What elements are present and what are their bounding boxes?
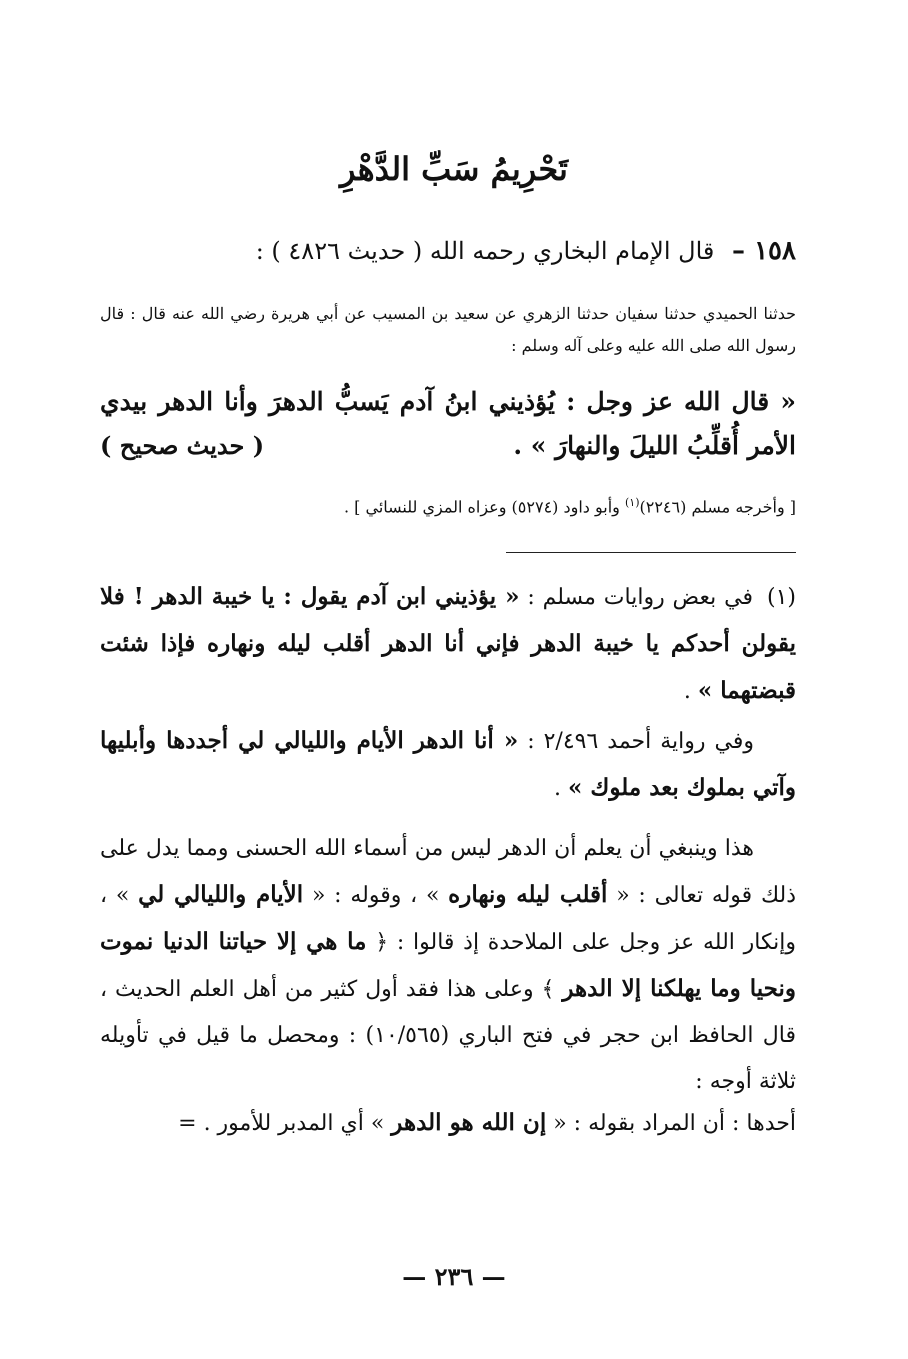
footnote-p2-end: . [554, 776, 569, 801]
hadith-intro: قال الإمام البخاري رحمه الله ( حديث ٤٨٢٦ ) : [255, 237, 715, 265]
footnote-p2-plain: وفي رواية أحمد ٢/٤٩٦ : [518, 729, 755, 754]
hadith-grade: ( حديث صحيح ) [100, 431, 265, 460]
footnote-p3-b: أقلب ليله ونهاره [448, 881, 608, 908]
footnote-marker: (١) [766, 585, 796, 610]
footnote-divider [506, 552, 796, 553]
footnote-p3-a: هذا وينبغي أن يعلم أن الدهر ليس من أسماء الله الحسنى ومما يدل على ذلك قوله تعالى : « [100, 836, 796, 908]
takhrij-text-2: وأبو داود (٥٢٧٤) وعزاه المزي للنسائي ] . [343, 497, 625, 517]
hadith-number: ١٥٨ – [732, 236, 796, 266]
footnote-p4-b: إن الله هو الدهر [391, 1109, 547, 1136]
footnote-paragraph-2 [100, 718, 796, 812]
page-number: — ٢٣٦ — [402, 1262, 506, 1291]
hadith-takhrij [100, 488, 796, 522]
hadith-text: « قال الله عز وجل : يُؤذيني ابنُ آدم يَسبُّ الدهرَ وأنا الدهر بيدي الأمر أُقلِّبُ الليلَ والنهارَ » . [100, 387, 796, 460]
hadith-matn [100, 380, 796, 468]
footnote-p3-c: » ، وقوله : « [303, 883, 449, 908]
footnote-p3-f: ما هي إلا حياتنا الدنيا نموت ونحيا وما يهلكنا إلا الدهر [100, 928, 796, 1002]
footnote-p2-quote: « أنا الدهر الأيام والليالي لي أجددها وأبليها وآتي بملوك بعد ملوك » [100, 727, 796, 801]
footnote-reference: (١) [624, 496, 640, 509]
footnote-p1-end: . [683, 679, 698, 704]
footnote-p4-c: » أي المدبر للأمور . = [178, 1111, 392, 1136]
footnote-p3-d: الأيام والليالي لي [138, 881, 304, 908]
takhrij-text-1: [ وأخرجه مسلم (٢٢٤٦) [639, 497, 796, 517]
chapter-title: تَحْرِيمُ سَبِّ الدَّهْرِ [340, 150, 568, 188]
hadith-heading [100, 236, 796, 266]
footnote-paragraph-4 [100, 1100, 796, 1147]
hadith-isnad: حدثنا الحميدي حدثنا سفيان حدثنا الزهري عن سعيد بن المسيب عن أبي هريرة رضي الله عنه قال : قال رسول الله صلى الله عليه وعلى آله وسلم : [100, 304, 796, 355]
footnote-p3-e: » ، وإنكار الله عز وجل على الملاحدة إذ قالوا : ﴿ [100, 883, 796, 955]
footnote-p4-a: أحدها : أن المراد بقوله : « [546, 1111, 796, 1136]
footnote-p3-g: ﴾ وعلى هذا فقد أول كثير من أهل العلم الحديث ، قال الحافظ ابن حجر في فتح الباري (١٠/٥٦٥) : ومحصل ما قيل في تأويله ثلاثة أوجه : [100, 977, 796, 1094]
footnote-paragraph-1 [100, 574, 796, 715]
footnote-p1-plain: في بعض روايات مسلم : [519, 585, 753, 610]
footnote-paragraph-3 [100, 826, 796, 1105]
footnote-p1-quote: « يؤذيني ابن آدم يقول : يا خيبة الدهر ! فلا يقولن أحدكم يا خيبة الدهر فإني أنا الدهر أقلب ليله ونهاره فإذا شئت قبضتهما » [100, 583, 796, 704]
